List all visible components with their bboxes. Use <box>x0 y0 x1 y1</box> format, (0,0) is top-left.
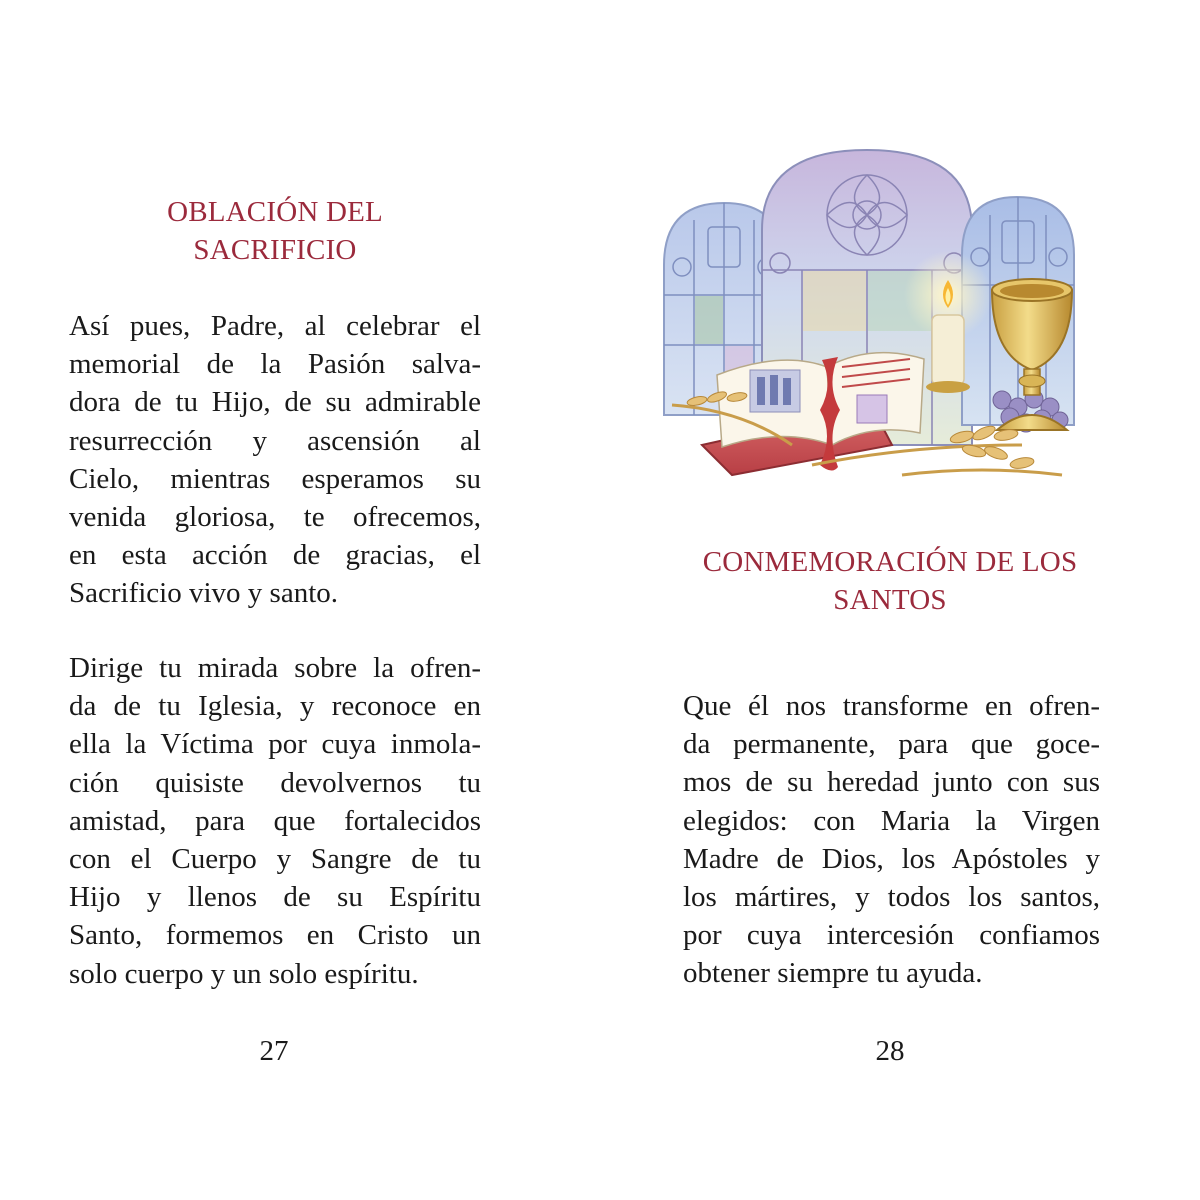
text-line: por cuya intercesión confiamos <box>683 919 1100 952</box>
text-line: Hijo y llenos de su Espíritu <box>69 881 481 914</box>
heading-line: SACRIFICIO <box>193 234 357 266</box>
text-line: Santo, formemos en Cristo un <box>69 919 481 952</box>
text-line: Madre de Dios, los Apóstoles y <box>683 842 1100 875</box>
text-line: obtener siempre tu ayuda. <box>683 957 983 990</box>
text-line: mos de su heredad junto con sus <box>683 766 1100 799</box>
text-line: Así pues, Padre, al celebrar el <box>69 310 481 342</box>
left-paragraph-1 <box>69 307 481 613</box>
text-line: Sacrificio vivo y santo. <box>69 577 339 610</box>
text-line: los mártires, y todos los santos, <box>683 880 1100 913</box>
text-line: con el Cuerpo y Sangre de tu <box>69 842 481 875</box>
text-line: Dirige tu mirada sobre la ofren- <box>69 652 481 684</box>
text-line: en esta acción de gracias, el <box>69 539 481 572</box>
text-line: memorial de la Pasión salva- <box>69 348 481 381</box>
left-page-heading <box>120 193 430 269</box>
text-line: elegidos: con Maria la Virgen <box>683 804 1100 837</box>
text-line: Que él nos transforme en ofren- <box>683 690 1100 722</box>
heading-line: CONMEMORACIÓN DE LOS <box>702 546 1078 578</box>
right-page <box>600 0 1200 1200</box>
right-paragraph-1 <box>683 687 1100 993</box>
left-paragraph-2 <box>69 649 481 993</box>
page-number-left: 27 <box>259 1035 289 1067</box>
text-line: dora de tu Hijo, de su admirable <box>69 386 481 419</box>
text-line: solo cuerpo y un solo espíritu. <box>69 957 419 990</box>
heading-line: OBLACIÓN DEL <box>167 196 383 228</box>
page-number-right: 28 <box>875 1035 905 1067</box>
text-line: amistad, para que fortalecidos <box>69 804 481 837</box>
text-line: Cielo, mientras esperamos su <box>69 462 481 495</box>
right-page-heading <box>660 543 1120 619</box>
chalice-book-candle-wheat-illustration <box>662 145 1082 530</box>
text-line: da de tu Iglesia, y reconoce en <box>69 690 481 723</box>
text-line: resurrección y ascensión al <box>69 424 481 457</box>
text-line: ella la Víctima por cuya inmola- <box>69 728 481 761</box>
heading-line: SANTOS <box>833 584 947 616</box>
text-line: ción quisiste devolvernos tu <box>69 766 481 799</box>
text-line: venida gloriosa, te ofrecemos, <box>69 500 481 533</box>
text-line: da permanente, para que goce- <box>683 728 1100 761</box>
